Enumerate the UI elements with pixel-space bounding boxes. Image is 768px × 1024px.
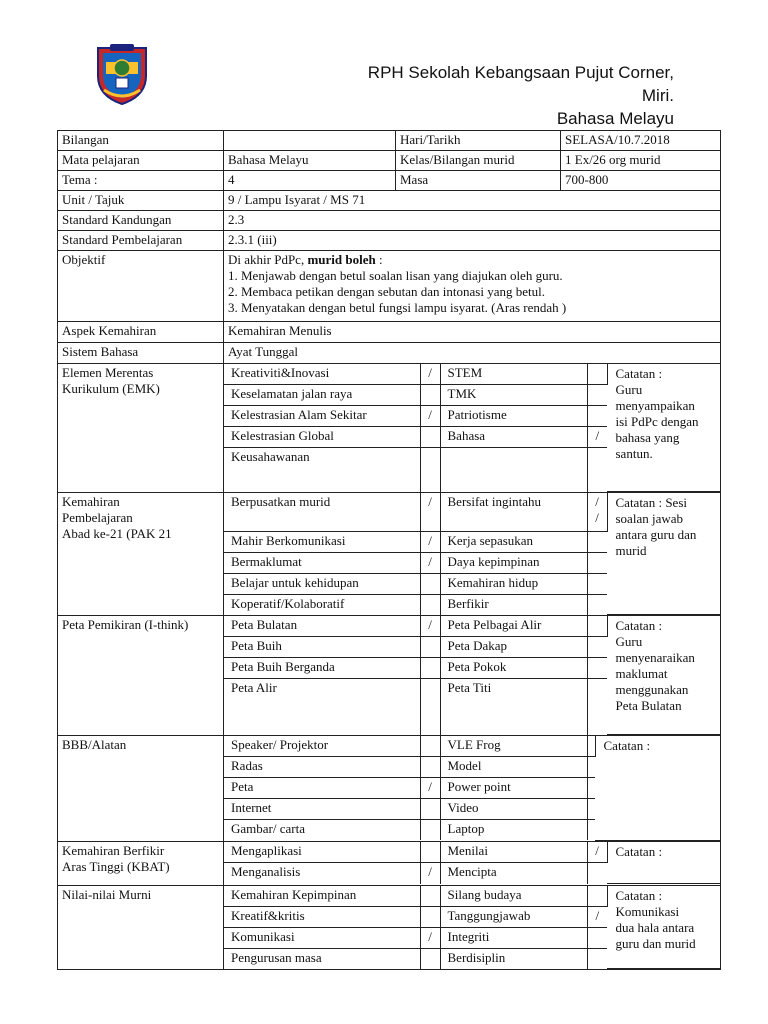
ithink-mark xyxy=(587,616,607,637)
pak21-mark xyxy=(587,552,607,573)
pak21-item: Bermaklumat xyxy=(224,552,420,573)
objektif-item: 3. Menyatakan dengan betul fungsi lampu isyarat. (Aras rendah ) xyxy=(228,300,567,315)
ithink-item: Peta Buih Berganda xyxy=(224,658,420,679)
label-bbb: BBB/Alatan xyxy=(58,736,224,842)
ithink-mark xyxy=(420,658,440,679)
pak21-item: Berfikir xyxy=(440,594,587,615)
nilai-mark xyxy=(587,886,607,907)
emk-note: Catatan : Guru menyampaikan isi PdPc dengan bahasa yang santun. xyxy=(607,364,720,492)
emk-item xyxy=(440,448,587,492)
emk-grid xyxy=(224,364,720,492)
nilai-item: Berdisiplin xyxy=(440,948,587,969)
value-standard-kandungan: 2.3 xyxy=(224,211,721,231)
bbb-mark xyxy=(587,778,595,799)
value-masa: 700-800 xyxy=(561,171,721,191)
ithink-mark xyxy=(420,637,440,658)
pak21-item: Mahir Berkomunikasi xyxy=(224,531,420,552)
emk-mark xyxy=(420,448,440,492)
nilai-note: Catatan : Komunikasi dua hala antara guru dan murid xyxy=(607,886,720,969)
header-city: Miri. xyxy=(641,86,674,105)
bbb-item: Radas xyxy=(224,757,420,778)
value-tema: 4 xyxy=(224,171,396,191)
kbat-item: Menganalisis xyxy=(224,863,420,884)
nilai-mark xyxy=(420,886,440,907)
kbat-mark xyxy=(587,863,607,884)
bbb-item: Power point xyxy=(440,778,587,799)
bbb-item: Peta xyxy=(224,778,420,799)
label-ithink: Peta Pemikiran (I-think) xyxy=(58,616,224,736)
bbb-item: Model xyxy=(440,757,587,778)
objektif-item: 1. Menjawab dengan betul soalan lisan yang diajukan oleh guru. xyxy=(228,268,563,283)
row-bilangan xyxy=(58,131,721,151)
pak21-mark: / xyxy=(420,493,440,531)
nilai-mark xyxy=(587,927,607,948)
row-ithink xyxy=(58,616,721,736)
ithink-grid xyxy=(224,616,720,735)
ithink-item: Peta Pelbagai Alir xyxy=(440,616,587,637)
emk-item: Keusahawanan xyxy=(224,448,420,492)
bbb-mark xyxy=(587,736,595,757)
emk-item: Keselamatan jalan raya xyxy=(224,385,420,406)
row-aspek-kemahiran xyxy=(58,322,721,343)
value-kelas: 1 Ex/26 org murid xyxy=(561,151,721,171)
value-hari-tarikh: SELASA/10.7.2018 xyxy=(561,131,721,151)
nilai-item: Tanggungjawab xyxy=(440,906,587,927)
bbb-item: VLE Frog xyxy=(440,736,587,757)
emk-item: Kelestrasian Global xyxy=(224,427,420,448)
bbb-mark: / xyxy=(420,778,440,799)
bbb-item: Internet xyxy=(224,799,420,820)
nilai-mark: / xyxy=(420,927,440,948)
emk-mark xyxy=(587,385,607,406)
emk-mark: / xyxy=(420,364,440,385)
label-aspek-kemahiran: Aspek Kemahiran xyxy=(58,322,224,343)
label-standard-pembelajaran: Standard Pembelajaran xyxy=(58,231,224,251)
emk-mark: / xyxy=(587,427,607,448)
bbb-item: Speaker/ Projektor xyxy=(224,736,420,757)
nilai-item: Silang budaya xyxy=(440,886,587,907)
label-tema: Tema : xyxy=(58,171,224,191)
emk-mark xyxy=(420,427,440,448)
school-crest-logo xyxy=(94,42,150,106)
label-standard-kandungan: Standard Kandungan xyxy=(58,211,224,231)
bbb-item: Gambar/ carta xyxy=(224,820,420,841)
label-kelas: Kelas/Bilangan murid xyxy=(396,151,561,171)
emk-item: Bahasa xyxy=(440,427,587,448)
pak21-mark xyxy=(420,594,440,615)
pak21-item: Bersifat ingintahu xyxy=(440,493,587,531)
label-mata-pelajaran: Mata pelajaran xyxy=(58,151,224,171)
label-kbat: Kemahiran Berfikir Aras Tinggi (KBAT) xyxy=(58,841,224,885)
value-objektif xyxy=(224,251,721,322)
emk-mark xyxy=(587,406,607,427)
label-bilangan: Bilangan xyxy=(58,131,224,151)
kbat-mark xyxy=(420,842,440,863)
label-objektif: Objektif xyxy=(58,251,224,322)
nilai-mark xyxy=(420,948,440,969)
ithink-note: Catatan : Guru menyenaraikan maklumat menggunakan Peta Bulatan xyxy=(607,616,720,735)
ithink-mark xyxy=(587,658,607,679)
row-unit xyxy=(58,191,721,211)
bbb-item: Laptop xyxy=(440,820,587,841)
emk-mark xyxy=(420,385,440,406)
pak21-item: Berpusatkan murid xyxy=(224,493,420,531)
pak21-mark: / / xyxy=(587,493,607,531)
row-sistem-bahasa xyxy=(58,343,721,364)
header-subject: Bahasa Melayu xyxy=(556,109,674,128)
emk-item: Patriotisme xyxy=(440,406,587,427)
value-aspek-kemahiran: Kemahiran Menulis xyxy=(224,322,721,343)
kbat-grid xyxy=(224,842,720,885)
nilai-mark xyxy=(420,906,440,927)
emk-item: TMK xyxy=(440,385,587,406)
row-nilai xyxy=(58,885,721,970)
bbb-note: Catatan : xyxy=(595,736,720,840)
bbb-mark xyxy=(420,736,440,757)
pak21-mark: / xyxy=(420,531,440,552)
pak21-mark xyxy=(587,594,607,615)
nilai-item: Kemahiran Kepimpinan xyxy=(224,886,420,907)
nilai-mark: / xyxy=(587,906,607,927)
nilai-mark xyxy=(587,948,607,969)
value-mata-pelajaran: Bahasa Melayu xyxy=(224,151,396,171)
ithink-item: Peta Alir xyxy=(224,679,420,735)
pak21-mark: / xyxy=(420,552,440,573)
bbb-grid xyxy=(224,736,720,841)
pak21-mark xyxy=(420,573,440,594)
bbb-mark xyxy=(420,820,440,841)
bbb-mark xyxy=(587,757,595,778)
emk-item: Kelestrasian Alam Sekitar xyxy=(224,406,420,427)
pak21-note: Catatan : Sesi soalan jawab antara guru dan murid xyxy=(607,493,720,615)
kbat-mark: / xyxy=(587,842,607,863)
bbb-item: Video xyxy=(440,799,587,820)
header-school-name: RPH Sekolah Kebangsaan Pujut Corner, xyxy=(367,63,674,82)
row-tema xyxy=(58,171,721,191)
emk-mark xyxy=(587,364,607,385)
nilai-item: Kreatif&kritis xyxy=(224,906,420,927)
pak21-item: Kerja sepasukan xyxy=(440,531,587,552)
label-pak21: Kemahiran Pembelajaran Abad ke-21 (PAK 21 xyxy=(58,493,224,616)
row-mata-pelajaran xyxy=(58,151,721,171)
row-kbat xyxy=(58,841,721,885)
ithink-item: Peta Bulatan xyxy=(224,616,420,637)
emk-item: STEM xyxy=(440,364,587,385)
bbb-mark xyxy=(587,799,595,820)
nilai-item: Pengurusan masa xyxy=(224,948,420,969)
pak21-mark xyxy=(587,531,607,552)
pak21-grid xyxy=(224,493,720,615)
value-sistem-bahasa: Ayat Tunggal xyxy=(224,343,721,364)
label-hari-tarikh: Hari/Tarikh xyxy=(396,131,561,151)
kbat-note: Catatan : xyxy=(607,842,720,884)
nilai-grid xyxy=(224,886,720,970)
ithink-mark xyxy=(420,679,440,735)
value-unit: 9 / Lampu Isyarat / MS 71 xyxy=(224,191,721,211)
kbat-item: Mencipta xyxy=(440,863,587,884)
row-pak21 xyxy=(58,493,721,616)
value-bilangan xyxy=(224,131,396,151)
label-unit: Unit / Tajuk xyxy=(58,191,224,211)
row-bbb xyxy=(58,736,721,842)
label-masa: Masa xyxy=(396,171,561,191)
emk-item: Kreativiti&Inovasi xyxy=(224,364,420,385)
objektif-item: 2. Membaca petikan dengan sebutan dan intonasi yang betul. xyxy=(228,284,545,299)
row-emk xyxy=(58,364,721,493)
ithink-item: Peta Pokok xyxy=(440,658,587,679)
label-nilai: Nilai-nilai Murni xyxy=(58,885,224,970)
kbat-mark: / xyxy=(420,863,440,884)
pak21-item: Kemahiran hidup xyxy=(440,573,587,594)
label-emk: Elemen Merentas Kurikulum (EMK) xyxy=(58,364,224,493)
emk-mark: / xyxy=(420,406,440,427)
bbb-mark xyxy=(420,799,440,820)
nilai-item: Komunikasi xyxy=(224,927,420,948)
row-standard-kandungan xyxy=(58,211,721,231)
pak21-item: Daya kepimpinan xyxy=(440,552,587,573)
ithink-item: Peta Buih xyxy=(224,637,420,658)
bbb-mark xyxy=(587,820,595,841)
ithink-item: Peta Dakap xyxy=(440,637,587,658)
row-standard-pembelajaran xyxy=(58,231,721,251)
row-objektif xyxy=(58,251,721,322)
value-standard-pembelajaran: 2.3.1 (iii) xyxy=(224,231,721,251)
kbat-item: Mengaplikasi xyxy=(224,842,420,863)
ithink-mark xyxy=(587,679,607,735)
label-sistem-bahasa: Sistem Bahasa xyxy=(58,343,224,364)
kbat-item: Menilai xyxy=(440,842,587,863)
ithink-mark: / xyxy=(420,616,440,637)
emk-mark xyxy=(587,448,607,492)
bbb-mark xyxy=(420,757,440,778)
pak21-item: Belajar untuk kehidupan xyxy=(224,573,420,594)
objektif-intro: Di akhir PdPc, murid boleh : xyxy=(228,252,383,267)
lesson-plan-table xyxy=(57,130,721,970)
pak21-mark xyxy=(587,573,607,594)
ithink-mark xyxy=(587,637,607,658)
ithink-item: Peta Titi xyxy=(440,679,587,735)
nilai-item: Integriti xyxy=(440,927,587,948)
pak21-item: Koperatif/Kolaboratif xyxy=(224,594,420,615)
